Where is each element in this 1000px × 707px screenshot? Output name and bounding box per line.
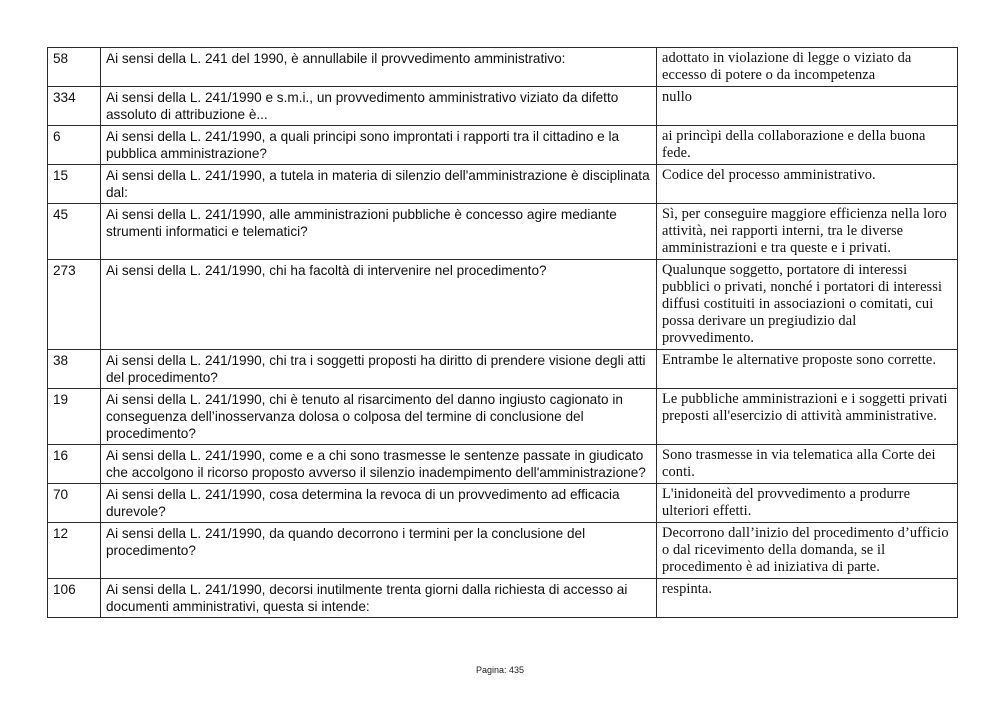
question-cell: Ai sensi della L. 241/1990 e s.m.i., un provvedimento amministrativo viziato da difetto assoluto di attribuzione è... (101, 87, 657, 126)
table-row (48, 389, 958, 445)
question-id-cell: 334 (48, 87, 101, 126)
answer-cell: Qualunque soggetto, portatore di interessi pubblici o privati, nonché i portatori di interessi diffusi costituiti in associazioni o comitati, cui possa derivare un pregiudizio dal provvedimento. (657, 260, 958, 350)
table-row (48, 579, 958, 618)
table-row (48, 260, 958, 350)
answer-cell: Le pubbliche amministrazioni e i soggetti privati preposti all'esercizio di attività amministrative. (657, 389, 958, 445)
question-id-cell: 70 (48, 484, 101, 523)
question-id-cell: 12 (48, 523, 101, 579)
answer-cell: Codice del processo amministrativo. (657, 165, 958, 204)
question-cell: Ai sensi della L. 241/1990, chi è tenuto al risarcimento del danno ingiusto cagionato in conseguenza dell’inosservanza dolosa o colposa del termine di conclusione del procedimento? (101, 389, 657, 445)
question-cell: Ai sensi della L. 241/1990, a quali principi sono improntati i rapporti tra il cittadino e la pubblica amministrazione? (101, 126, 657, 165)
table-row (48, 126, 958, 165)
table-row (48, 523, 958, 579)
table-row (48, 445, 958, 484)
question-id-cell: 45 (48, 204, 101, 260)
question-id-cell: 19 (48, 389, 101, 445)
table-body (48, 48, 958, 618)
answer-cell: ai princìpi della collaborazione e della buona fede. (657, 126, 958, 165)
table-row (48, 484, 958, 523)
question-id-cell: 38 (48, 350, 101, 389)
answer-cell: adottato in violazione di legge o viziato da eccesso di potere o da incompetenza (657, 48, 958, 87)
question-cell: Ai sensi della L. 241/1990, chi tra i soggetti proposti ha diritto di prendere visione degli atti del procedimento? (101, 350, 657, 389)
question-id-cell: 16 (48, 445, 101, 484)
question-id-cell: 15 (48, 165, 101, 204)
question-id-cell: 6 (48, 126, 101, 165)
question-cell: Ai sensi della L. 241/1990, cosa determina la revoca di un provvedimento ad efficacia durevole? (101, 484, 657, 523)
answer-cell: L'inidoneità del provvedimento a produrre ulteriori effetti. (657, 484, 958, 523)
table-row (48, 204, 958, 260)
answer-cell: Decorrono dall’inizio del procedimento d’ufficio o dal ricevimento della domanda, se il procedimento è ad iniziativa di parte. (657, 523, 958, 579)
table-row (48, 48, 958, 87)
question-cell: Ai sensi della L. 241/1990, chi ha facoltà di intervenire nel procedimento? (101, 260, 657, 350)
question-id-cell: 273 (48, 260, 101, 350)
question-id-cell: 106 (48, 579, 101, 618)
question-cell: Ai sensi della L. 241/1990, come e a chi sono trasmesse le sentenze passate in giudicato che accolgono il ricorso proposto avverso il silenzio inadempimento dell'amministrazione? (101, 445, 657, 484)
question-cell: Ai sensi della L. 241/1990, alle amministrazioni pubbliche è concesso agire mediante strumenti informatici e telematici? (101, 204, 657, 260)
page-number-footer: Pagina: 435 (475, 665, 525, 675)
answer-cell: Entrambe le alternative proposte sono corrette. (657, 350, 958, 389)
answer-cell: respinta. (657, 579, 958, 618)
answer-cell: nullo (657, 87, 958, 126)
question-id-cell: 58 (48, 48, 101, 87)
table-row (48, 87, 958, 126)
question-answer-table (47, 47, 958, 618)
table-row (48, 350, 958, 389)
question-cell: Ai sensi della L. 241 del 1990, è annullabile il provvedimento amministrativo: (101, 48, 657, 87)
answer-cell: Sì, per conseguire maggiore efficienza nella loro attività, nei rapporti interni, tra le diverse amministrazioni e tra queste e i privati. (657, 204, 958, 260)
question-cell: Ai sensi della L. 241/1990, da quando decorrono i termini per la conclusione del procedimento? (101, 523, 657, 579)
table-row (48, 165, 958, 204)
question-cell: Ai sensi della L. 241/1990, decorsi inutilmente trenta giorni dalla richiesta di accesso ai documenti amministrativi, questa si intende: (101, 579, 657, 618)
answer-cell: Sono trasmesse in via telematica alla Corte dei conti. (657, 445, 958, 484)
question-cell: Ai sensi della L. 241/1990, a tutela in materia di silenzio dell'amministrazione è disciplinata dal: (101, 165, 657, 204)
